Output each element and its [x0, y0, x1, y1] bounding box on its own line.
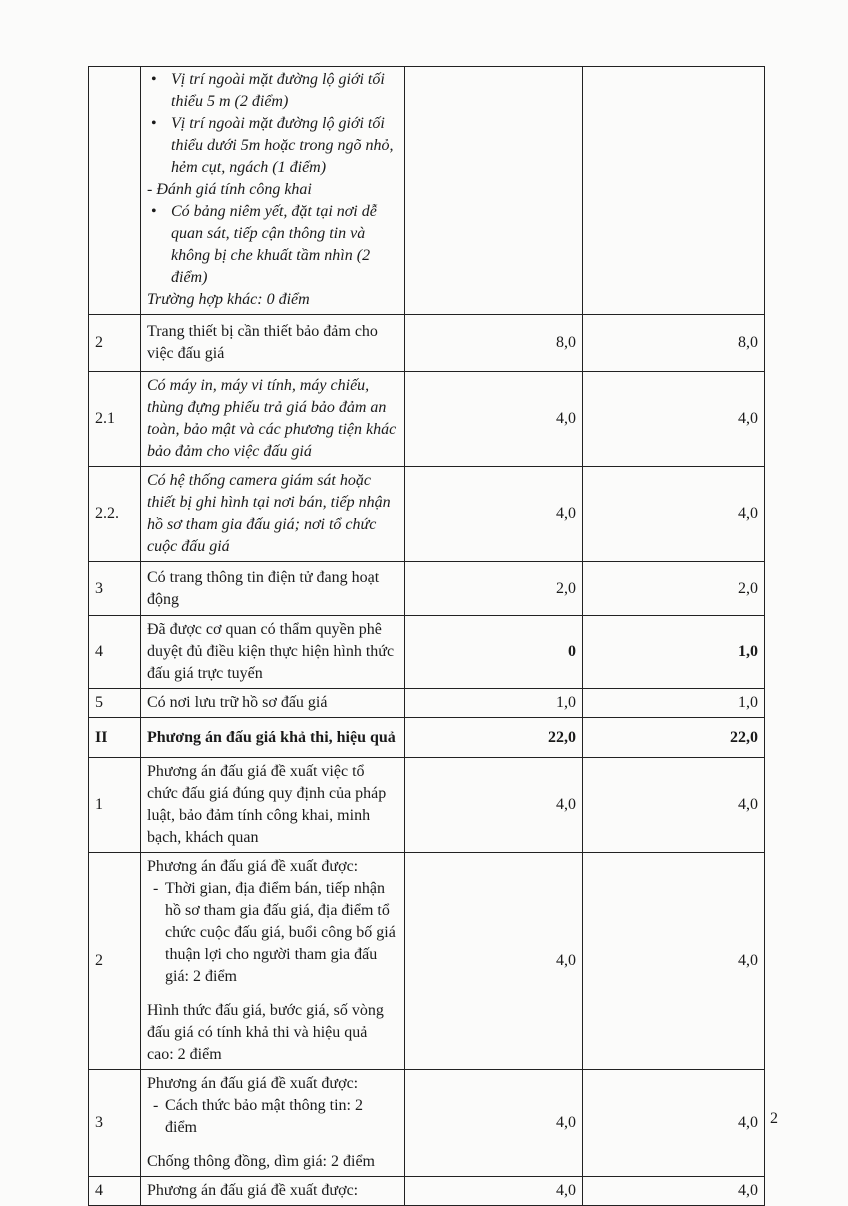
criteria-intro: Phương án đấu giá đề xuất được:: [147, 1075, 359, 1092]
max-score: 2,0: [405, 562, 583, 616]
criteria-text: Có trang thông tin điện tử đang hoạt động: [141, 562, 405, 616]
row-number: 3: [89, 562, 141, 616]
max-score: 0: [405, 616, 583, 689]
max-score: 8,0: [405, 315, 583, 372]
max-score: 4,0: [405, 372, 583, 467]
page-number: 2: [770, 1110, 778, 1127]
criteria-cell: [141, 67, 405, 315]
criteria-extra: Chống thông đồng, dìm giá: 2 điểm: [147, 1153, 375, 1170]
max-score: 1,0: [405, 689, 583, 718]
table-row: [89, 1070, 765, 1177]
max-score: 4,0: [405, 758, 583, 853]
row-number: 2: [89, 853, 141, 1070]
criteria-text: Có máy in, máy vi tính, máy chiếu, thùng đựng phiếu trả giá bảo đảm an toàn, bảo mật và các phương tiện khác bảo đảm cho việc đấu giá: [141, 372, 405, 467]
score: 4,0: [583, 1177, 765, 1206]
criteria-text: Phương án đấu giá đề xuất được:: [141, 1177, 405, 1206]
max-score: 4,0: [405, 853, 583, 1070]
criteria-items: [147, 1095, 398, 1139]
criteria-text: Có nơi lưu trữ hồ sơ đấu giá: [141, 689, 405, 718]
score: 1,0: [583, 616, 765, 689]
score: 8,0: [583, 315, 765, 372]
table-row: [89, 853, 765, 1070]
criteria-cell: [141, 1070, 405, 1177]
table-row: [89, 562, 765, 616]
row-number: 5: [89, 689, 141, 718]
score-cell: [583, 67, 765, 315]
row-number: 2.1: [89, 372, 141, 467]
scoring-table: [88, 66, 765, 1206]
criteria-extra: Hình thức đấu giá, bước giá, số vòng đấu giá có tính khả thi và hiệu quả cao: 2 điểm: [147, 1002, 384, 1063]
table-row: [89, 689, 765, 718]
table-row: [89, 718, 765, 758]
section-title: Phương án đấu giá khả thi, hiệu quả: [141, 718, 405, 758]
table-row: [89, 616, 765, 689]
table-row: [89, 67, 765, 315]
criteria-intro: Phương án đấu giá đề xuất được:: [147, 858, 359, 875]
row-number: 1: [89, 758, 141, 853]
criteria-text: Phương án đấu giá đề xuất việc tổ chức đấu giá đúng quy định của pháp luật, bảo đảm tính công khai, minh bạch, khách quan: [141, 758, 405, 853]
criteria-text: Trang thiết bị cần thiết bảo đảm cho việc đấu giá: [141, 315, 405, 372]
table-row: [89, 315, 765, 372]
max-score: 4,0: [405, 1177, 583, 1206]
score: 1,0: [583, 689, 765, 718]
list-item: - Thời gian, địa điểm bán, tiếp nhận hồ sơ tham gia đấu giá, địa điểm tổ chức cuộc đấu giá, buổi công bố giá thuận lợi cho người tham gia đấu giá: 2 điểm: [165, 878, 398, 988]
list-item: • Vị trí ngoài mặt đường lộ giới tối thiểu dưới 5m hoặc trong ngõ nhỏ, hẻm cụt, ngách (1 điểm): [171, 113, 398, 179]
criteria-items: [147, 878, 398, 988]
list-item: • Có bảng niêm yết, đặt tại nơi dễ quan sát, tiếp cận thông tin và không bị che khuất tầm nhìn (2 điểm): [171, 201, 398, 289]
criteria-bullets: [147, 201, 398, 289]
max-score: 22,0: [405, 718, 583, 758]
row-number: 3: [89, 1070, 141, 1177]
list-item: • Vị trí ngoài mặt đường lộ giới tối thiểu 5 m (2 điểm): [171, 69, 398, 113]
max-score: 4,0: [405, 1070, 583, 1177]
row-number: 4: [89, 616, 141, 689]
table-row: [89, 467, 765, 562]
list-item: - Cách thức bảo mật thông tin: 2 điểm: [165, 1095, 398, 1139]
score: 4,0: [583, 467, 765, 562]
row-number: 2: [89, 315, 141, 372]
score: 4,0: [583, 758, 765, 853]
table-row: [89, 372, 765, 467]
criteria-subheading: - Đánh giá tính công khai: [147, 181, 312, 198]
score: 4,0: [583, 853, 765, 1070]
score: 4,0: [583, 372, 765, 467]
max-score: 4,0: [405, 467, 583, 562]
row-number-cell: [89, 67, 141, 315]
criteria-bullets: [147, 69, 398, 179]
score: 4,0: [583, 1070, 765, 1177]
criteria-text: Đã được cơ quan có thẩm quyền phê duyệt đủ điều kiện thực hiện hình thức đấu giá trực tuyến: [141, 616, 405, 689]
score: 2,0: [583, 562, 765, 616]
score: 22,0: [583, 718, 765, 758]
criteria-text: Có hệ thống camera giám sát hoặc thiết bị ghi hình tại nơi bán, tiếp nhận hồ sơ tham gia đấu giá; nơi tổ chức cuộc đấu giá: [141, 467, 405, 562]
table-row: [89, 758, 765, 853]
criteria-note: Trường hợp khác: 0 điểm: [147, 291, 310, 308]
row-number: 4: [89, 1177, 141, 1206]
criteria-cell: [141, 853, 405, 1070]
section-number: II: [89, 718, 141, 758]
row-number: 2.2.: [89, 467, 141, 562]
max-score-cell: [405, 67, 583, 315]
table-row: [89, 1177, 765, 1206]
